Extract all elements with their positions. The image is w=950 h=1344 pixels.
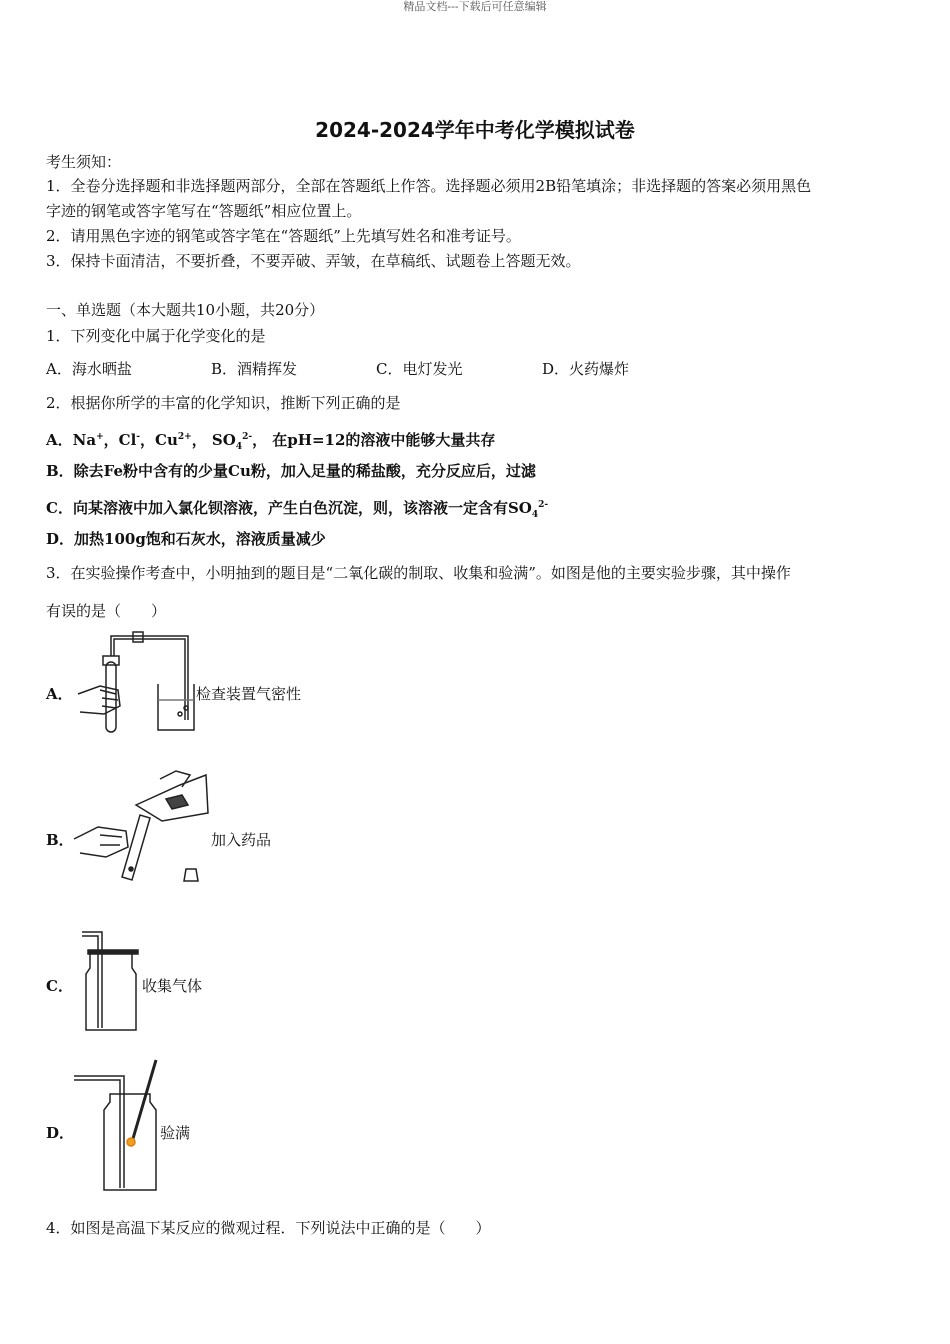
q1-option-d: D．火药爆炸 (542, 360, 630, 378)
notice-line-3: 3．保持卡面清洁，不要折叠，不要弄破、弄皱，在草稿纸、试题卷上答题无效。 (46, 252, 581, 270)
q1-stem: 1．下列变化中属于化学变化的是 (46, 327, 266, 345)
q3-stem-1: 3．在实验操作考查中，小明抽到的题目是“二氧化碳的制取、收集和验满”。如图是他的主要实验步骤，其中操作 (46, 564, 791, 582)
q3-b-label: 加入药品 (211, 831, 272, 849)
q2-option-d: D．加热100g饱和石灰水，溶液质量减少 (46, 530, 326, 548)
q1-option-b: B．酒精挥发 (211, 360, 298, 378)
q1-option-c: C．电灯发光 (376, 360, 463, 378)
notice-line-1b: 字迹的钢笔或答字笔写在“答题纸”相应位置上。 (46, 202, 362, 220)
gas-collection-figure (80, 928, 142, 1034)
notice-line-1a: 1．全卷分选择题和非选择题两部分，全部在答题纸上作答。选择题必须用2B铅笔填涂；非选择题的答案必须用黑色 (46, 177, 812, 195)
notice-heading: 考生须知： (46, 153, 122, 171)
adding-reagent-figure (70, 765, 220, 887)
q2-option-b: B．除去Fe粉中含有的少量Cu粉，加入足量的稀盐酸，充分反应后，过滤 (46, 462, 536, 480)
q4-stem: 4．如图是高温下某反应的微观过程．下列说法中正确的是（ ） (46, 1219, 491, 1237)
q2-stem: 2．根据你所学的丰富的化学知识，推断下列正确的是 (46, 394, 401, 412)
q2-option-a: A．Na+，Cl-，$Cu^{2+}$， $SO_4^{2-}$， 在pH=12的溶液中能够大量共存 (46, 431, 496, 452)
q3-a-label: 检查装置气密性 (196, 685, 302, 703)
q3-stem-2: 有误的是（ ） (46, 602, 167, 620)
notice-line-2: 2．请用黑色字迹的钢笔或答字笔在“答题纸”上先填写姓名和准考证号。 (46, 227, 521, 245)
section-heading: 一、单选题（本大题共10小题，共20分） (46, 301, 325, 319)
q2-option-c: C．向某溶液中加入氯化钡溶液，产生白色沉淀，则，该溶液一定含有$SO_4^{2-}$ (46, 499, 549, 520)
page-header: 精品文档---下载后可任意编辑 (403, 0, 547, 13)
q3-c-letter: C． (46, 977, 73, 995)
q3-c-label: 收集气体 (142, 977, 203, 995)
q3-d-label: 验满 (160, 1124, 191, 1142)
q3-a-letter: A． (46, 685, 73, 703)
q3-d-letter: D． (46, 1124, 75, 1142)
airtightness-check-figure (70, 630, 200, 735)
exam-title: 2024-2024学年中考化学模拟试卷 (315, 118, 635, 142)
q3-b-letter: B． (46, 831, 74, 849)
q1-option-a: A．海水晒盐 (46, 360, 132, 378)
gas-full-check-figure (70, 1058, 162, 1194)
